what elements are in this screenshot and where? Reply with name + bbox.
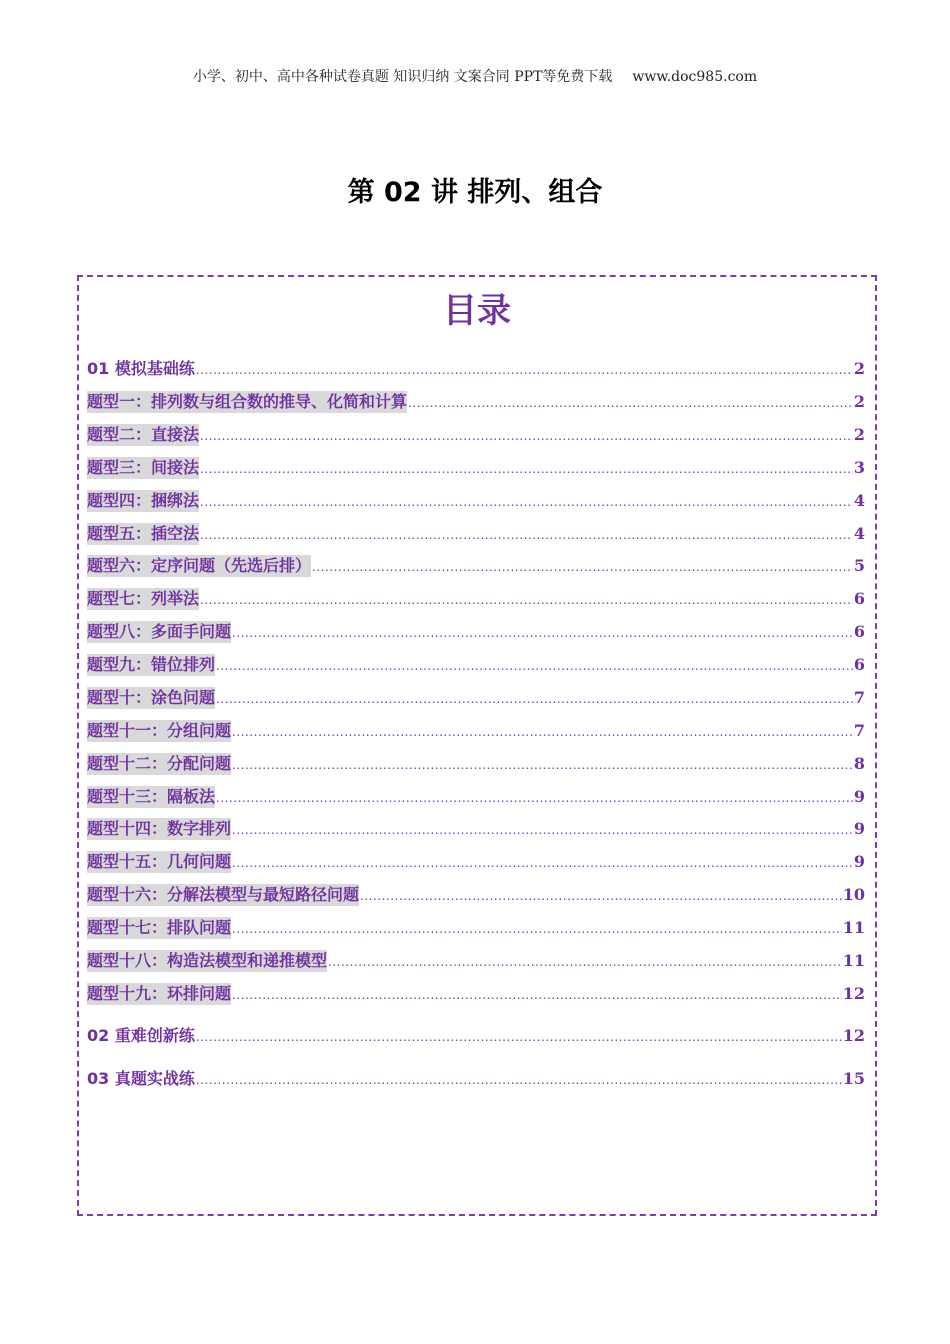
toc-entry-label: 题型九：错位排列 <box>87 655 216 674</box>
toc-leader-dots <box>216 655 853 677</box>
toc-entry-page: 4 <box>853 524 865 543</box>
toc-entry-type-6[interactable] <box>87 555 865 577</box>
toc-entry-label: 题型六：定序问题（先选后排） <box>87 556 312 575</box>
toc-entry-label: 题型十一：分组问题 <box>87 721 232 740</box>
toc-entry-type-15[interactable] <box>87 851 865 873</box>
toc-leader-dots <box>216 688 853 710</box>
toc-entry-type-17[interactable] <box>87 917 865 939</box>
toc-entry-page: 12 <box>842 1026 865 1045</box>
toc-entry-label: 题型十：涂色问题 <box>87 688 216 707</box>
toc-leader-dots <box>328 951 842 973</box>
toc-entry-page: 11 <box>842 918 865 937</box>
toc-entry-type-4[interactable] <box>87 490 865 512</box>
toc-entry-section-01[interactable] <box>87 358 865 380</box>
toc-leader-dots <box>232 754 853 776</box>
toc-entry-type-10[interactable] <box>87 687 865 709</box>
toc-entry-page: 6 <box>853 655 865 674</box>
toc-entry-page: 10 <box>842 885 865 904</box>
toc-entry-type-2[interactable] <box>87 424 865 446</box>
toc-leader-dots <box>232 622 853 644</box>
toc-entry-page: 3 <box>853 458 865 477</box>
toc-entry-page: 11 <box>842 951 865 970</box>
toc-entry-label: 01 模拟基础练 <box>87 359 195 378</box>
toc-leader-dots <box>408 392 853 414</box>
toc-entry-label: 题型十七：排队问题 <box>87 918 232 937</box>
toc-leader-dots <box>232 918 842 940</box>
toc-entry-type-16[interactable] <box>87 884 865 906</box>
toc-entry-page: 4 <box>853 491 865 510</box>
toc-entry-label: 题型十八：构造法模型和递推模型 <box>87 951 328 970</box>
toc-entry-label: 题型十四：数字排列 <box>87 819 232 838</box>
table-of-contents <box>77 275 877 1216</box>
toc-entry-label: 题型十六：分解法模型与最短路径问题 <box>87 885 360 904</box>
toc-entry-type-13[interactable] <box>87 786 865 808</box>
toc-entry-page: 12 <box>842 984 865 1003</box>
toc-leader-dots <box>216 787 853 809</box>
toc-entry-section-02[interactable] <box>87 1025 865 1047</box>
toc-leader-dots <box>360 885 842 907</box>
toc-leader-dots <box>232 819 853 841</box>
toc-leader-dots <box>232 852 853 874</box>
toc-leader-dots <box>312 556 853 578</box>
header-text: 小学、初中、高中各种试卷真题 知识归纳 文案合同 PPT等免费下载 <box>192 69 613 85</box>
toc-entry-type-12[interactable] <box>87 753 865 775</box>
toc-entry-label: 题型十二：分配问题 <box>87 754 232 773</box>
toc-entry-page: 8 <box>853 754 865 773</box>
toc-entry-label: 题型四：捆绑法 <box>87 491 200 510</box>
toc-leader-dots <box>196 359 853 381</box>
toc-entry-label: 题型一：排列数与组合数的推导、化简和计算 <box>87 392 408 411</box>
toc-entry-label: 题型七：列举法 <box>87 589 200 608</box>
toc-leader-dots <box>200 458 853 480</box>
toc-entry-type-19[interactable] <box>87 983 865 1005</box>
toc-entry-type-1[interactable] <box>87 391 865 413</box>
toc-entry-label: 03 真题实战练 <box>87 1069 195 1088</box>
toc-entry-type-5[interactable] <box>87 523 865 545</box>
header-site-link[interactable]: www.doc985.com <box>632 69 758 85</box>
toc-leader-dots <box>232 721 853 743</box>
toc-entry-type-11[interactable] <box>87 720 865 742</box>
toc-entry-label: 02 重难创新练 <box>87 1026 195 1045</box>
toc-entry-label: 题型十三：隔板法 <box>87 787 216 806</box>
toc-entry-page: 6 <box>853 622 865 641</box>
toc-entry-page: 2 <box>853 359 865 378</box>
toc-entry-label: 题型八：多面手问题 <box>87 622 232 641</box>
toc-entry-page: 5 <box>853 556 865 575</box>
toc-entry-page: 7 <box>853 688 865 707</box>
toc-entry-section-03[interactable] <box>87 1068 865 1090</box>
toc-leader-dots <box>200 589 853 611</box>
toc-entry-page: 9 <box>853 787 865 806</box>
toc-entry-label: 题型十九：环排问题 <box>87 984 232 1003</box>
toc-entry-page: 9 <box>853 852 865 871</box>
toc-leader-dots <box>200 425 853 447</box>
toc-entry-type-18[interactable] <box>87 950 865 972</box>
toc-entry-label: 题型十五：几何问题 <box>87 852 232 871</box>
document-title: 第 02 讲 排列、组合 <box>347 177 603 208</box>
toc-entry-page: 7 <box>853 721 865 740</box>
page-header <box>0 66 950 86</box>
toc-heading: 目录 <box>443 291 511 331</box>
toc-entry-type-3[interactable] <box>87 457 865 479</box>
toc-entry-page: 2 <box>853 425 865 444</box>
toc-entry-label: 题型五：插空法 <box>87 524 200 543</box>
toc-entry-type-14[interactable] <box>87 818 865 840</box>
toc-leader-dots <box>232 984 842 1006</box>
toc-entry-page: 6 <box>853 589 865 608</box>
toc-leader-dots <box>196 1069 842 1091</box>
toc-entry-label: 题型二：直接法 <box>87 425 200 444</box>
toc-entry-page: 2 <box>853 392 865 411</box>
toc-leader-dots <box>196 1026 842 1048</box>
toc-entry-type-8[interactable] <box>87 621 865 643</box>
toc-entry-type-7[interactable] <box>87 588 865 610</box>
toc-leader-dots <box>200 524 853 546</box>
toc-entry-type-9[interactable] <box>87 654 865 676</box>
toc-entry-page: 9 <box>853 819 865 838</box>
toc-leader-dots <box>200 491 853 513</box>
toc-entry-page: 15 <box>842 1069 865 1088</box>
toc-entry-label: 题型三：间接法 <box>87 458 200 477</box>
